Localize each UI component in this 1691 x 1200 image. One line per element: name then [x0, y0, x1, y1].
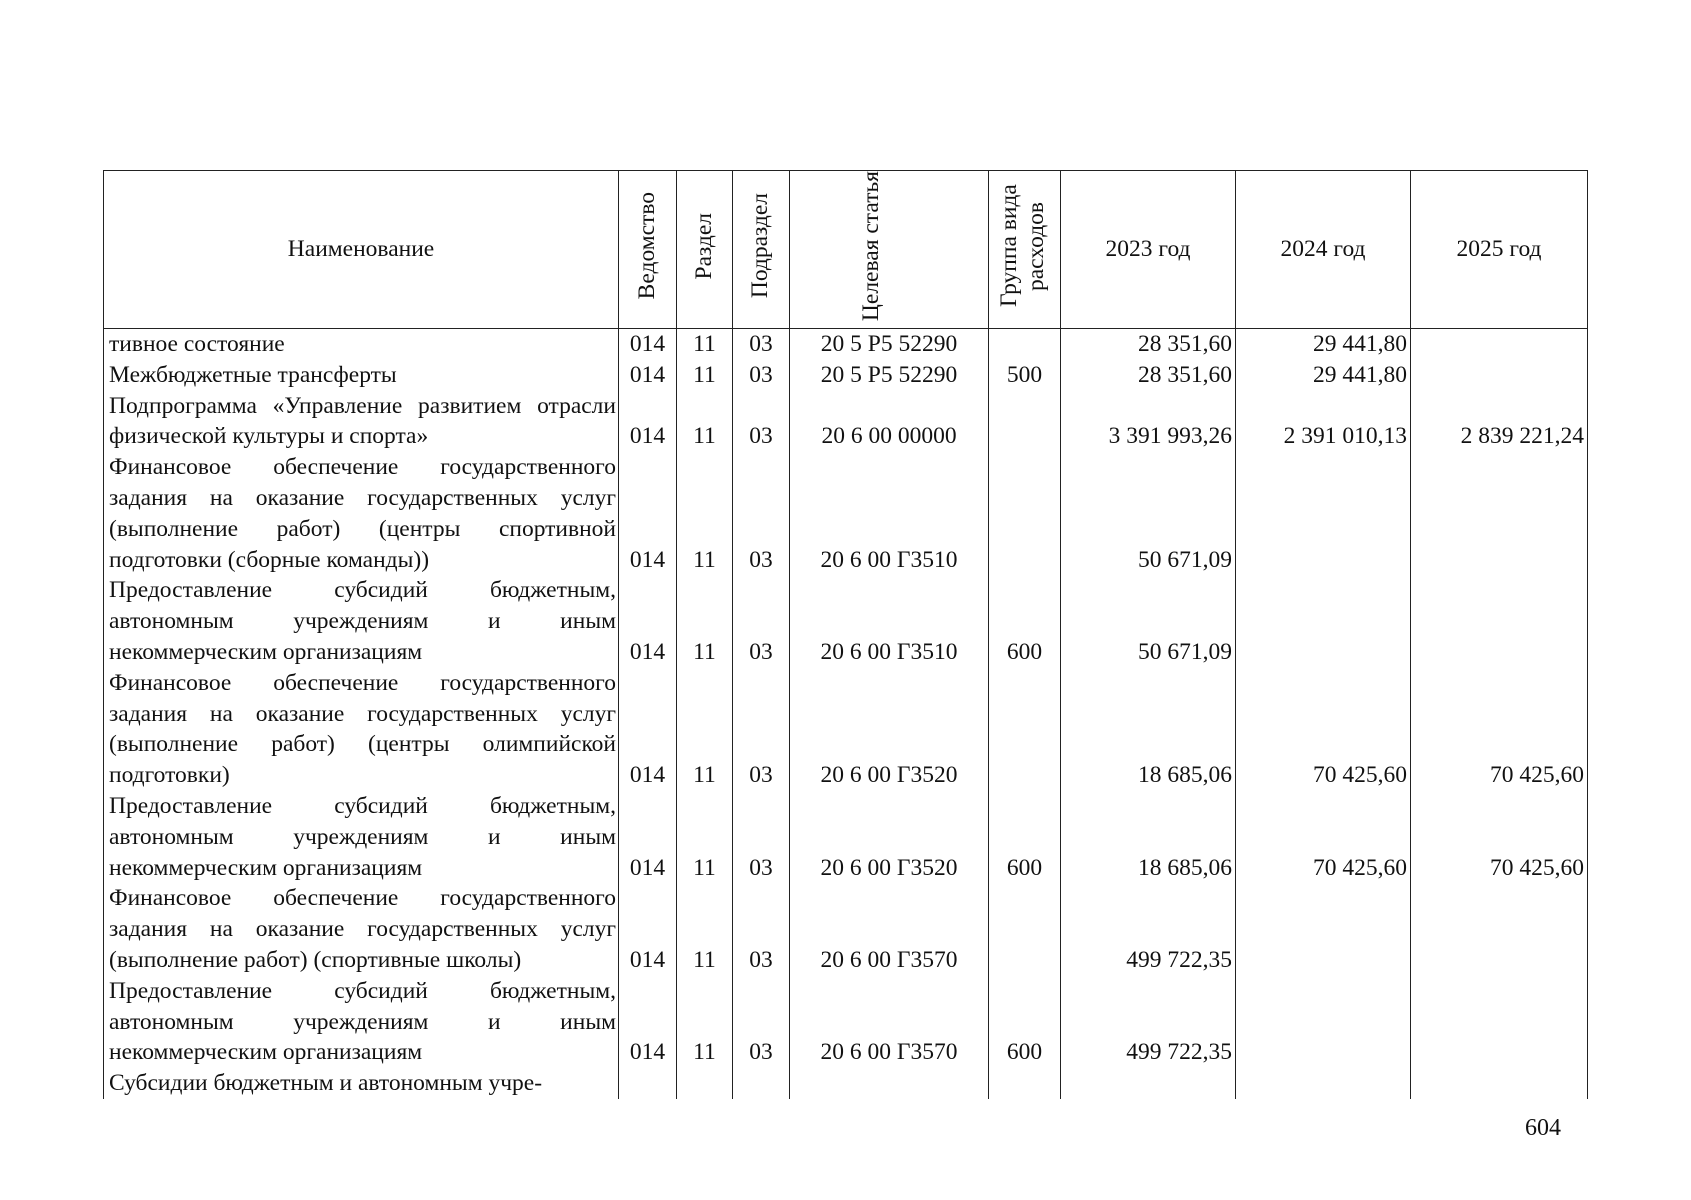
row-target-article-cell: [790, 1068, 989, 1099]
row-expense-group-cell: [989, 883, 1061, 975]
header-department: Ведомство: [619, 171, 677, 329]
row-department-cell: 014: [619, 791, 677, 883]
table-row: [104, 360, 1588, 391]
table-row: [104, 976, 1588, 1068]
header-2025: 2025 год: [1411, 171, 1588, 329]
row-subsection-cell: [733, 1068, 790, 1099]
row-2025-cell: [1411, 329, 1588, 360]
row-expense-group-cell: 600: [989, 976, 1061, 1068]
row-target-article-cell: 20 6 00 Г3520: [790, 668, 989, 791]
budget-table: [103, 170, 1588, 1099]
row-2023-cell: 3 391 993,26: [1061, 391, 1236, 453]
row-expense-group-cell: [989, 452, 1061, 575]
table-row: [104, 883, 1588, 975]
row-subsection-cell: 03: [733, 329, 790, 360]
row-target-article-cell: 20 5 P5 52290: [790, 329, 989, 360]
header-name: Наименование: [104, 171, 619, 329]
row-target-article-cell: 20 6 00 00000: [790, 391, 989, 453]
table-row: [104, 1068, 1588, 1099]
row-section-cell: 11: [677, 391, 733, 453]
table-row: [104, 791, 1588, 883]
row-2023-cell: 18 685,06: [1061, 791, 1236, 883]
row-department-cell: 014: [619, 360, 677, 391]
row-expense-group-cell: 600: [989, 791, 1061, 883]
row-2023-cell: 28 351,60: [1061, 329, 1236, 360]
row-expense-group-cell: [989, 329, 1061, 360]
row-2024-cell: 70 425,60: [1236, 791, 1411, 883]
row-2023-cell: 50 671,09: [1061, 575, 1236, 667]
row-expense-group-cell: [989, 1068, 1061, 1099]
row-name-cell: Подпрограмма «Управление развитием отрасли физической культуры и спорта»: [104, 391, 619, 453]
row-2024-cell: [1236, 976, 1411, 1068]
row-name-cell: Межбюджетные трансферты: [104, 360, 619, 391]
row-section-cell: [677, 1068, 733, 1099]
row-name-cell: Субсидии бюджетным и автономным учре-: [104, 1068, 619, 1099]
row-department-cell: 014: [619, 575, 677, 667]
row-2023-cell: [1061, 1068, 1236, 1099]
row-target-article-cell: 20 6 00 Г3570: [790, 883, 989, 975]
row-name-cell: Предоставление субсидий бюджетным, автономным учреждениям и иным некоммерческим организациям: [104, 575, 619, 667]
row-section-cell: 11: [677, 329, 733, 360]
row-2025-cell: 2 839 221,24: [1411, 391, 1588, 453]
row-department-cell: 014: [619, 883, 677, 975]
table-body: [104, 329, 1588, 1099]
table-row: [104, 452, 1588, 575]
row-section-cell: 11: [677, 452, 733, 575]
page-number: 604: [1525, 1115, 1561, 1141]
row-name-cell: Предоставление субсидий бюджетным, автономным учреждениям и иным некоммерческим организациям: [104, 791, 619, 883]
row-2024-cell: [1236, 575, 1411, 667]
row-2023-cell: 50 671,09: [1061, 452, 1236, 575]
row-name-cell: тивное состояние: [104, 329, 619, 360]
row-2025-cell: [1411, 883, 1588, 975]
row-department-cell: 014: [619, 452, 677, 575]
row-subsection-cell: 03: [733, 668, 790, 791]
header-2024: 2024 год: [1236, 171, 1411, 329]
row-2024-cell: 2 391 010,13: [1236, 391, 1411, 453]
row-2024-cell: 70 425,60: [1236, 668, 1411, 791]
row-expense-group-cell: [989, 391, 1061, 453]
header-subsection: Подраздел: [733, 171, 790, 329]
row-subsection-cell: 03: [733, 360, 790, 391]
header-section: Раздел: [677, 171, 733, 329]
row-department-cell: 014: [619, 668, 677, 791]
row-section-cell: 11: [677, 976, 733, 1068]
row-department-cell: 014: [619, 391, 677, 453]
row-target-article-cell: 20 6 00 Г3510: [790, 575, 989, 667]
row-department-cell: [619, 1068, 677, 1099]
row-2023-cell: 18 685,06: [1061, 668, 1236, 791]
table-row: [104, 575, 1588, 667]
row-2024-cell: 29 441,80: [1236, 360, 1411, 391]
header-2023: 2023 год: [1061, 171, 1236, 329]
row-subsection-cell: 03: [733, 883, 790, 975]
row-name-cell: Финансовое обеспечение государственного задания на оказание государственных услуг (выполнение работ) (центры олимпийской подготовки): [104, 668, 619, 791]
table-row: [104, 391, 1588, 453]
row-2024-cell: [1236, 883, 1411, 975]
row-target-article-cell: 20 6 00 Г3570: [790, 976, 989, 1068]
row-2025-cell: [1411, 452, 1588, 575]
table-header-row: [104, 171, 1588, 329]
table-row: [104, 329, 1588, 360]
row-section-cell: 11: [677, 883, 733, 975]
row-2024-cell: [1236, 1068, 1411, 1099]
row-section-cell: 11: [677, 791, 733, 883]
row-2023-cell: 499 722,35: [1061, 976, 1236, 1068]
row-name-cell: Финансовое обеспечение государственного задания на оказание государственных услуг (выполнение работ) (спортивные школы): [104, 883, 619, 975]
row-name-cell: Предоставление субсидий бюджетным, автономным учреждениям и иным некоммерческим организациям: [104, 976, 619, 1068]
row-subsection-cell: 03: [733, 391, 790, 453]
row-expense-group-cell: [989, 668, 1061, 791]
row-subsection-cell: 03: [733, 575, 790, 667]
row-subsection-cell: 03: [733, 452, 790, 575]
row-name-cell: Финансовое обеспечение государственного задания на оказание государственных услуг (выполнение работ) (центры спортивной подготовки (сборные команды)): [104, 452, 619, 575]
row-section-cell: 11: [677, 668, 733, 791]
row-expense-group-cell: 600: [989, 575, 1061, 667]
row-2023-cell: 28 351,60: [1061, 360, 1236, 391]
row-2025-cell: [1411, 1068, 1588, 1099]
row-section-cell: 11: [677, 575, 733, 667]
row-section-cell: 11: [677, 360, 733, 391]
row-2025-cell: [1411, 976, 1588, 1068]
row-2023-cell: 499 722,35: [1061, 883, 1236, 975]
row-2025-cell: 70 425,60: [1411, 791, 1588, 883]
row-subsection-cell: 03: [733, 976, 790, 1068]
row-subsection-cell: 03: [733, 791, 790, 883]
row-target-article-cell: 20 6 00 Г3520: [790, 791, 989, 883]
header-target-article: Целевая статья: [790, 171, 989, 329]
table-row: [104, 668, 1588, 791]
row-2024-cell: [1236, 452, 1411, 575]
row-expense-group-cell: 500: [989, 360, 1061, 391]
row-department-cell: 014: [619, 976, 677, 1068]
row-2025-cell: [1411, 575, 1588, 667]
row-target-article-cell: 20 6 00 Г3510: [790, 452, 989, 575]
row-2025-cell: 70 425,60: [1411, 668, 1588, 791]
row-2024-cell: 29 441,80: [1236, 329, 1411, 360]
row-department-cell: 014: [619, 329, 677, 360]
row-2025-cell: [1411, 360, 1588, 391]
row-target-article-cell: 20 5 P5 52290: [790, 360, 989, 391]
header-expense-group: Группа вида расходов: [989, 171, 1061, 329]
